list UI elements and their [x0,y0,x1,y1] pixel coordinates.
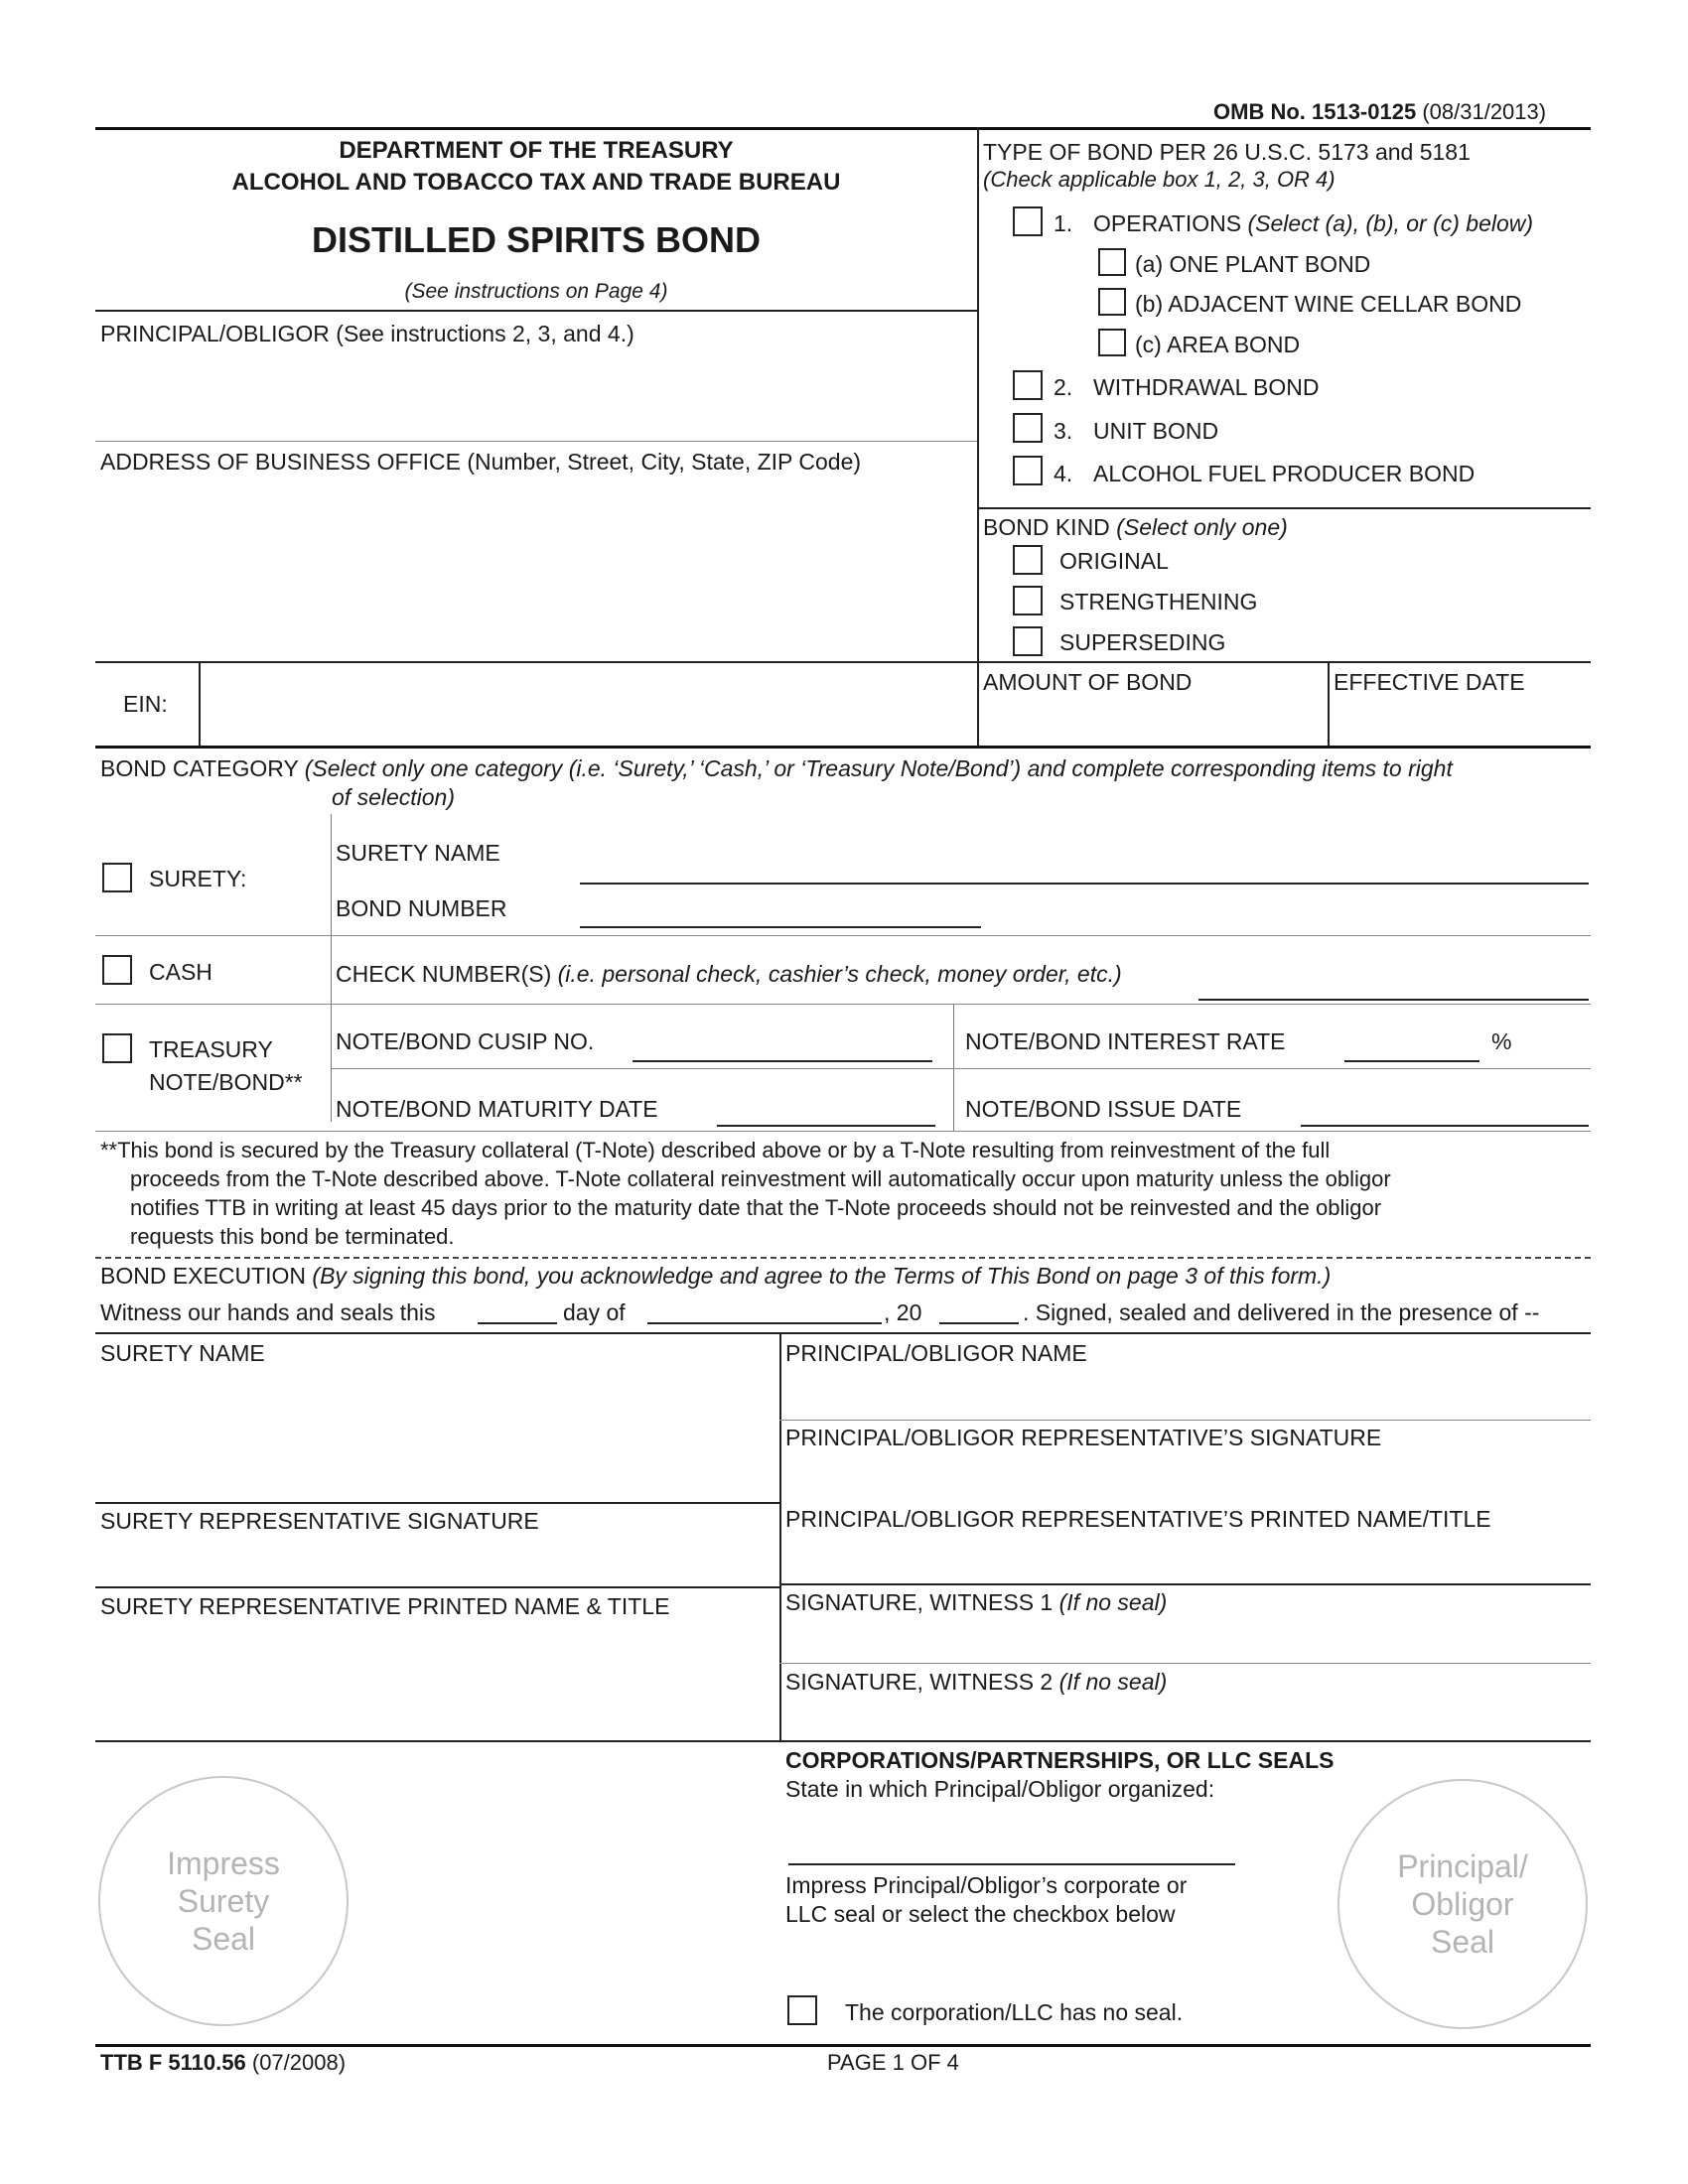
treasury-bottom [95,1131,1591,1132]
treasury-label: TREASURY [149,1036,273,1062]
maturity-date-label: NOTE/BOND MATURITY DATE [336,1096,658,1122]
seals-title: CORPORATIONS/PARTNERSHIPS, OR LLC SEALS [785,1747,1335,1773]
instructions-note: (See instructions on Page 4) [404,280,668,303]
cash-checkbox[interactable] [102,955,132,985]
surety-rep-name-field[interactable] [100,1624,766,1723]
footnote-line-4: requests this bond be terminated. [130,1224,455,1249]
alcohol-fuel-checkbox[interactable] [1013,456,1043,485]
check-number-field[interactable] [1198,999,1589,1001]
witness2-field[interactable] [785,1700,1580,1735]
treasury-row-divider [331,1068,1591,1069]
witness-a: Witness our hands and seals this [100,1299,436,1325]
form-title: DISTILLED SPIRITS BOND [311,219,762,260]
principal-field[interactable] [100,352,964,432]
ein-row-bottom [95,746,1591,749]
footnote-line-1: **This bond is secured by the Treasury collateral (T-Note) described above or by a T-Note resulting from reinvestment of the full [100,1138,1331,1162]
no-seal-checkbox[interactable] [787,1995,817,2025]
footnote-divider [95,1257,1591,1259]
one-plant-label: (a) ONE PLANT BOND [1135,251,1371,277]
state-organized-field[interactable] [788,1863,1235,1865]
surety-rep-sig-field[interactable] [100,1537,766,1576]
withdrawal-bond-num: 2. [1054,374,1073,400]
withdrawal-bond-label: WITHDRAWAL BOND [1093,374,1320,400]
page-number: PAGE 1 OF 4 [827,2050,959,2075]
principal-rep-name-label: PRINCIPAL/OBLIGOR REPRESENTATIVE’S PRINTED NAME/TITLE [785,1506,1491,1532]
principal-label: PRINCIPAL/OBLIGOR (See instructions 2, 3, and 4.) [100,321,634,346]
operations-checkbox[interactable] [1013,206,1043,236]
address-field[interactable] [100,481,964,650]
strengthening-label: STRENGTHENING [1059,589,1258,614]
area-bond-checkbox[interactable] [1098,329,1126,356]
strengthening-checkbox[interactable] [1013,586,1043,615]
bond-number-field[interactable] [580,926,981,928]
adjacent-wine-cellar-checkbox[interactable] [1098,288,1126,316]
treasury-mid-divider [953,1004,954,1131]
footnote-line-3: notifies TTB in writing at least 45 days prior to the maturity date that the T-Note proceeds should not be reinvested and the obligor [130,1195,1382,1220]
surety-name-field[interactable] [580,883,1589,885]
footnote-line-2: proceeds from the T-Note described above. T-Note collateral reinvestment will automatically occur upon maturity unless the obligor [130,1166,1391,1191]
unit-bond-label: UNIT BOND [1093,418,1219,444]
unit-bond-checkbox[interactable] [1013,413,1043,443]
one-plant-checkbox[interactable] [1098,248,1126,276]
surety-rep-sig-divider [95,1586,779,1588]
issue-date-field[interactable] [1301,1125,1589,1127]
issue-date-label: NOTE/BOND ISSUE DATE [965,1096,1242,1122]
cusip-label: NOTE/BOND CUSIP NO. [336,1028,595,1054]
surety-rep-sig-label: SURETY REPRESENTATIVE SIGNATURE [100,1508,539,1534]
ein-row-top [95,661,1591,663]
withdrawal-bond-checkbox[interactable] [1013,370,1043,400]
operations-num: 1. [1054,210,1073,236]
witness1-field[interactable] [785,1620,1580,1660]
percent-sign: % [1491,1028,1512,1054]
address-label: ADDRESS OF BUSINESS OFFICE (Number, Street, City, State, ZIP Code) [100,449,862,475]
surety-seal: Impress Surety Seal [98,1776,349,2026]
seal-section-top [95,1740,1591,1742]
title-divider [95,310,977,312]
state-organized-label: State in which Principal/Obligor organized: [785,1776,1215,1802]
omb-number: OMB No. 1513-0125 (08/31/2013) [1213,99,1547,124]
unit-bond-num: 3. [1054,418,1073,444]
bond-type-divider [977,507,1591,509]
no-seal-label: The corporation/LLC has no seal. [845,1999,1184,2025]
principal-rep-sig-label: PRINCIPAL/OBLIGOR REPRESENTATIVE’S SIGNATURE [785,1425,1382,1450]
header-vertical-divider [977,127,979,747]
cash-label: CASH [149,959,212,985]
execution-label: BOND EXECUTION (By signing this bond, you acknowledge and agree to the Terms of This Bond on page 3 of this form.) [100,1263,1332,1289]
department-name: DEPARTMENT OF THE TREASURY [339,137,734,164]
bond-category-label: BOND CATEGORY (Select only one category (i.e. ‘Surety,’ ‘Cash,’ or ‘Treasury Note/Bond’) and complete corresponding items to right [100,755,1453,781]
witness-c: , 20 [884,1299,922,1325]
bond-type-title: TYPE OF BOND PER 26 U.S.C. 5173 and 5181 [983,139,1471,165]
ein-label: EIN: [123,691,168,717]
category-column-divider [331,814,332,1122]
witness1-label: SIGNATURE, WITNESS 1 (If no seal) [785,1589,1168,1615]
bureau-name: ALCOHOL AND TOBACCO TAX AND TRADE BUREAU [231,169,841,196]
area-bond-label: (c) AREA BOND [1135,332,1301,357]
principal-name-divider [779,1420,1591,1421]
surety-checkbox[interactable] [102,863,132,892]
effective-date-label: EFFECTIVE DATE [1334,669,1525,695]
alcohol-fuel-num: 4. [1054,461,1073,486]
form-number: TTB F 5110.56 (07/2008) [100,2050,347,2075]
maturity-date-field[interactable] [717,1125,935,1127]
bond-kind-label: BOND KIND (Select only one) [983,514,1288,540]
treasury-label-cont: NOTE/BOND** [149,1069,303,1095]
witness-year-field[interactable] [939,1322,1019,1324]
surety-name-sig-label: SURETY NAME [100,1340,265,1366]
principal-name-label: PRINCIPAL/OBLIGOR NAME [785,1340,1087,1366]
cash-row-divider [95,1004,1591,1005]
bond-category-note-cont: of selection) [332,784,456,810]
original-label: ORIGINAL [1059,548,1169,574]
alcohol-fuel-label: ALCOHOL FUEL PRODUCER BOND [1093,461,1476,486]
superseding-label: SUPERSEDING [1059,629,1226,655]
interest-rate-label: NOTE/BOND INTEREST RATE [965,1028,1286,1054]
top-rule [95,127,1591,130]
amount-of-bond-field[interactable] [983,699,1321,741]
witness-day-field[interactable] [478,1322,557,1324]
witness-month-field[interactable] [647,1322,882,1324]
superseding-checkbox[interactable] [1013,626,1043,656]
surety-row-divider [95,935,1591,936]
witness-d: . Signed, sealed and delivered in the presence of -- [1023,1299,1540,1325]
surety-label: SURETY: [149,866,247,891]
witness2-label: SIGNATURE, WITNESS 2 (If no seal) [785,1669,1168,1695]
impress-seal-line-1: Impress Principal/Obligor’s corporate or [785,1872,1188,1898]
bond-number-label: BOND NUMBER [336,895,507,921]
signature-section-top [95,1332,1591,1334]
impress-seal-line-2: LLC seal or select the checkbox below [785,1901,1176,1927]
footer-rule [95,2044,1591,2047]
principal-rep-name-field[interactable] [785,1537,1580,1580]
operations-option: OPERATIONS (Select (a), (b), or (c) below) [1093,210,1534,236]
effective-date-field[interactable] [1334,699,1582,741]
adjacent-wine-cellar-label: (b) ADJACENT WINE CELLAR BOND [1135,291,1522,317]
witness1-divider [779,1663,1591,1664]
ein-field[interactable] [205,667,969,741]
surety-name-divider [95,1502,779,1504]
principal-seal: Principal/ Obligor Seal [1337,1779,1588,2029]
principal-rep-sig-field[interactable] [785,1455,1580,1499]
signature-column-divider [779,1332,781,1740]
bond-type-subtitle: (Check applicable box 1, 2, 3, OR 4) [983,167,1336,192]
principal-rep-name-divider [779,1583,1591,1585]
surety-rep-name-label: SURETY REPRESENTATIVE PRINTED NAME & TITLE [100,1593,670,1619]
witness-b: day of [563,1299,626,1325]
amount-effective-divider [1328,661,1330,747]
principal-divider [95,441,977,442]
treasury-checkbox[interactable] [102,1033,132,1063]
interest-rate-field[interactable] [1344,1060,1479,1062]
check-number-label: CHECK NUMBER(S) (i.e. personal check, cashier’s check, money order, etc.) [336,961,1122,987]
amount-of-bond-label: AMOUNT OF BOND [983,669,1193,695]
principal-name-field[interactable] [785,1370,1580,1418]
ein-divider [199,661,201,747]
original-checkbox[interactable] [1013,545,1043,575]
surety-name-label: SURETY NAME [336,840,500,866]
cusip-field[interactable] [633,1060,932,1062]
surety-name-sig-field[interactable] [100,1370,766,1489]
